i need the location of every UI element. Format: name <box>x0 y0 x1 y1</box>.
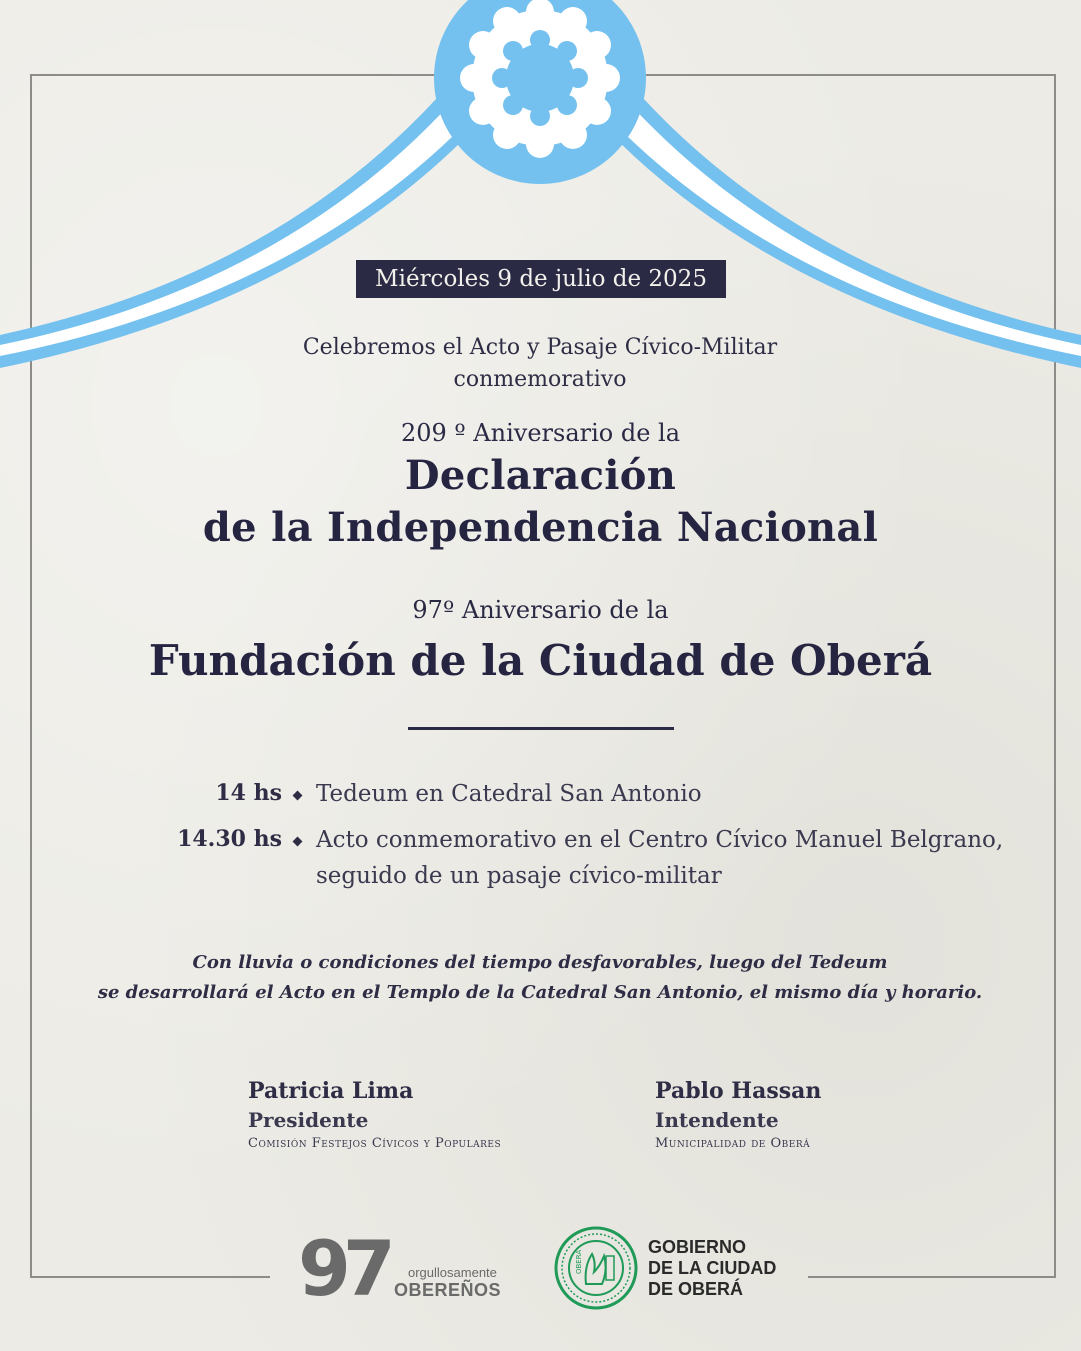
signer-organization: Municipalidad de Oberá <box>655 1136 811 1151</box>
government-logo-text <box>648 1237 776 1300</box>
logo-97-number: 97 <box>298 1224 388 1313</box>
flag-ribbon-rosette <box>0 0 1081 380</box>
event-date: Miércoles 9 de julio de 2025 <box>375 266 707 292</box>
schedule-item-2 <box>316 822 1036 894</box>
signature-block-president <box>248 1078 501 1151</box>
logo-97-obereños <box>298 1224 513 1313</box>
title-fundacion: Fundación de la Ciudad de Oberá <box>148 636 933 685</box>
section-divider <box>408 727 674 730</box>
signer-name: Pablo Hassan <box>655 1078 822 1104</box>
signature-block-mayor <box>655 1078 821 1151</box>
schedule-time-1: 14 hs <box>215 780 282 806</box>
logo-97-tagline: orgullosamente <box>408 1265 497 1280</box>
signer-name: Patricia Lima <box>248 1078 414 1104</box>
anniversary-independence: 209 º Aniversario de la <box>400 419 681 447</box>
signer-organization: Comisión Festejos Cívicos y Populares <box>248 1136 502 1151</box>
seal-label: OBERÁ <box>575 1249 583 1274</box>
municipal-seal-icon <box>554 1226 638 1310</box>
intro-line-1: Celebremos el Acto y Pasaje Cívico-Militar <box>302 335 778 360</box>
intro-line-2: conmemorativo <box>453 367 627 392</box>
anniversary-foundation: 97º Aniversario de la <box>412 596 669 624</box>
gov-line-1: GOBIERNO <box>648 1237 747 1257</box>
frame-border-bottom-right <box>808 1276 1056 1278</box>
schedule-item-2-line-1: Acto conmemorativo en el Centro Cívico Manuel Belgrano, <box>316 827 1004 853</box>
intro-text <box>140 332 940 396</box>
schedule-item-1 <box>316 776 1036 812</box>
title-independencia: de la Independencia Nacional <box>202 504 879 551</box>
frame-border-bottom-left <box>30 1276 270 1278</box>
rain-notice <box>60 948 1020 1008</box>
schedule-item-2-line-2: seguido de un pasaje cívico-militar <box>316 863 722 889</box>
schedule-item-1-text: Tedeum en Catedral San Antonio <box>316 781 702 807</box>
rain-notice-line-1: Con lluvia o condiciones del tiempo desfavorables, luego del Tedeum <box>192 952 888 973</box>
event-date-badge <box>356 260 726 298</box>
signer-role: Intendente <box>655 1108 779 1132</box>
title-declaracion: Declaración <box>404 452 677 499</box>
gov-line-2: DE LA CIUDAD <box>648 1258 777 1278</box>
schedule-time-2: 14.30 hs <box>177 826 282 852</box>
rain-notice-line-2: se desarrollará el Acto en el Templo de la Catedral San Antonio, el mismo día y horario. <box>97 982 983 1003</box>
signer-role: Presidente <box>248 1108 369 1132</box>
gov-line-3: DE OBERÁ <box>648 1279 744 1299</box>
logo-97-title: OBEREÑOS <box>394 1280 502 1300</box>
